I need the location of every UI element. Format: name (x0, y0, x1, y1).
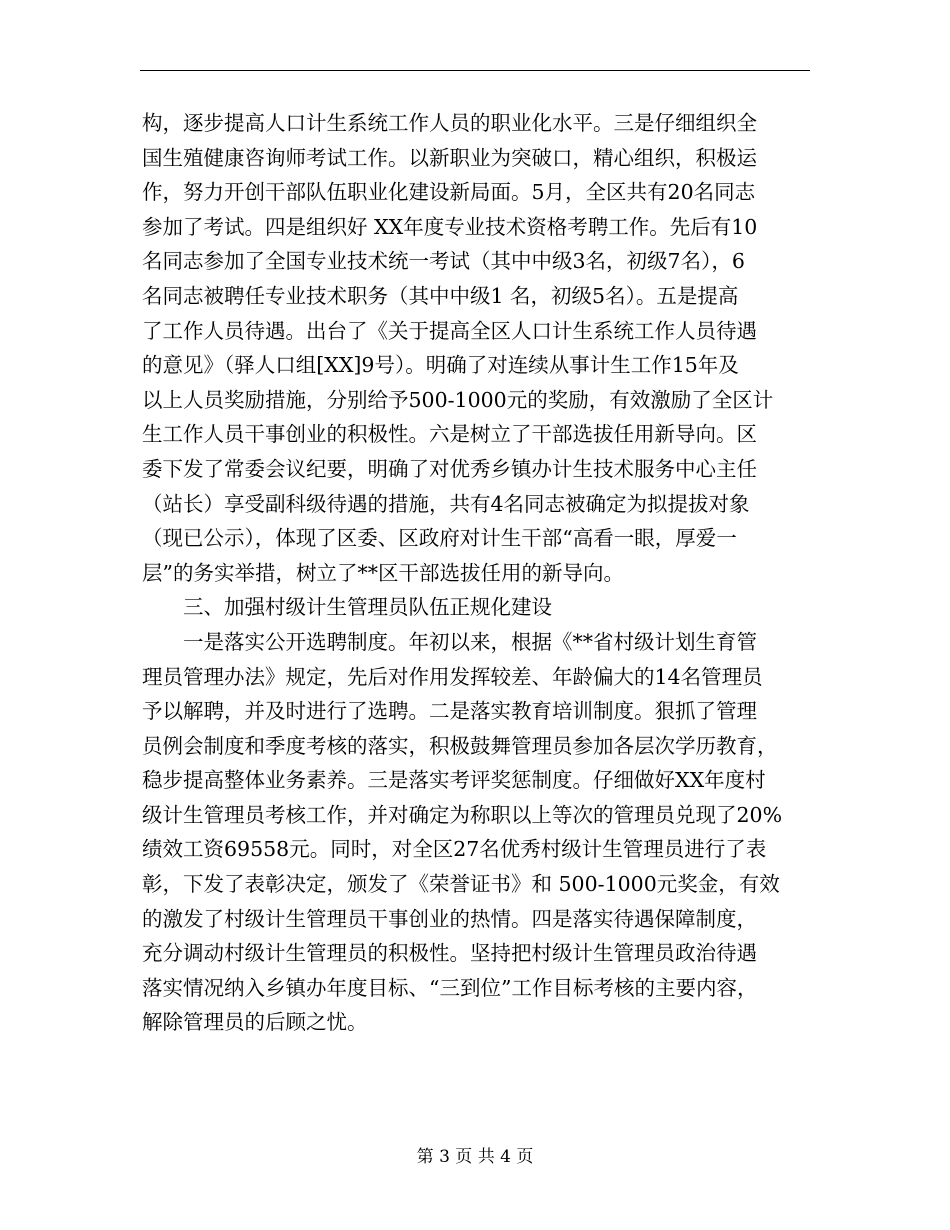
text-line: 的意见》（驿人口组[XX]9号）。明确了对连续从事计生工作15年及 (142, 353, 739, 378)
page-number: 第 3 页 共 4 页 (416, 1147, 534, 1167)
text-line: 作，努力开创干部队伍职业化建设新局面。5月，全区共有20名同志 (142, 180, 756, 205)
text-line: 名同志被聘任专业技术职务（其中中级1 名，初级5名）。五是提高 (142, 283, 739, 308)
text-line: 解除管理员的后顾之忧。 (142, 1010, 368, 1035)
text-line: 生工作人员干事创业的积极性。六是树立了干部选拔任用新导向。区 (142, 422, 757, 447)
text-line: 稳步提高整体业务素养。三是落实考评奖惩制度。仔细做好XX年度村 (142, 768, 766, 793)
text-line: 的激发了村级计生管理员干事创业的热情。四是落实待遇保障制度， (142, 906, 757, 931)
text-line: （现已公示），体现了区委、区政府对计生干部“高看一眼，厚爱一 (142, 526, 737, 551)
text-line: 员例会制度和季度考核的落实，积极鼓舞管理员参加各层次学历教育， (142, 733, 778, 758)
text-line: （站长）享受副科级待遇的措施，共有4名同志被确定为拟提拔对象 (142, 491, 750, 516)
text-line: 构，逐步提高人口计生系统工作人员的职业化水平。三是仔细组织全 (142, 111, 757, 135)
text-line: 以上人员奖励措施，分别给予500-1000元的奖励，有效激励了全区计 (142, 387, 774, 412)
text-line: 了工作人员待遇。出台了《关于提高全区人口计生系统工作人员待遇 (142, 318, 757, 343)
text-line: 级计生管理员考核工作，并对确定为称职以上等次的管理员兑现了20% (142, 802, 783, 827)
text-line: 层”的务实举措，树立了**区干部选拔任用的新导向。 (142, 560, 624, 585)
header-rule (140, 70, 810, 71)
text-line: 名同志参加了全国专业技术统一考试（其中中级3名，初级7名），6 (142, 249, 745, 274)
text-line: 国生殖健康咨询师考试工作。以新职业为突破口，精心组织，积极运 (142, 145, 757, 170)
section-heading: 三、加强村级计生管理员队伍正规化建设 (142, 595, 552, 620)
text-line: 充分调动村级计生管理员的积极性。坚持把村级计生管理员政治待遇 (142, 941, 757, 966)
text-line: 理员管理办法》规定，先后对作用发挥较差、年龄偏大的14名管理员 (142, 664, 763, 689)
text-line: 参加了考试。四是组织好 XX年度专业技术资格考聘工作。先后有10 (142, 214, 758, 239)
text-line: 委下发了常委会议纪要，明确了对优秀乡镇办计生技术服务中心主任 (142, 456, 757, 481)
text-line: 一是落实公开选聘制度。年初以来，根据《**省村级计划生育管 (142, 629, 757, 654)
text-line: 绩效工资69558元。同时，对全区27名优秀村级计生管理员进行了表 (142, 837, 767, 862)
text-line: 落实情况纳入乡镇办年度目标、“三到位”工作目标考核的主要内容， (142, 975, 758, 1000)
text-line: 予以解聘，并及时进行了选聘。二是落实教育培训制度。狠抓了管理 (142, 699, 757, 724)
document-body (142, 106, 808, 1040)
text-line: 彰，下发了表彰决定，颁发了《荣誉证书》和 500-1000元奖金，有效 (142, 872, 780, 897)
